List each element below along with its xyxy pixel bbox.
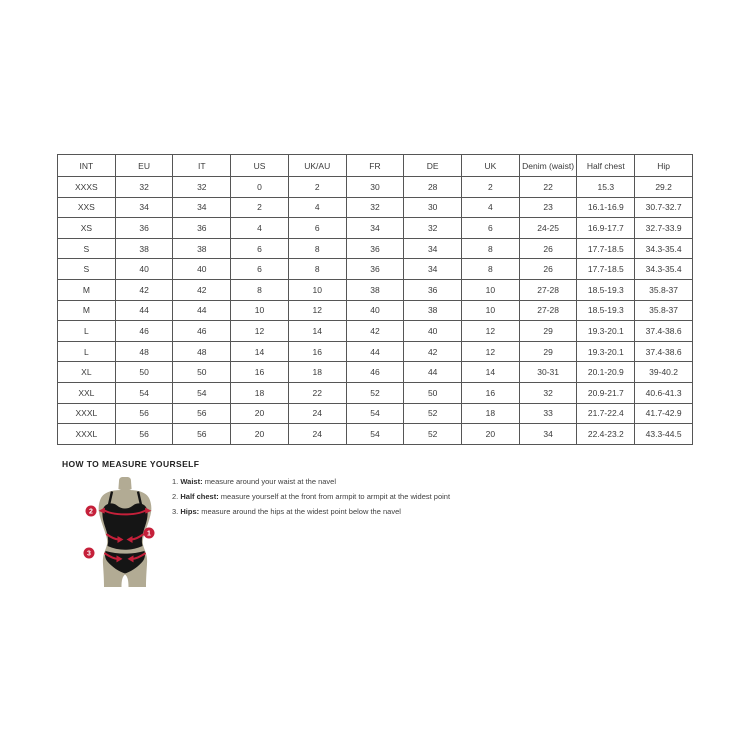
table-cell: 54 [346,403,404,424]
table-cell: 34.3-35.4 [635,238,693,259]
column-header: FR [346,155,404,177]
table-cell: 32 [346,197,404,218]
table-cell: 40.6-41.3 [635,382,693,403]
table-row [58,300,693,321]
hips-marker-number: 3 [87,550,91,558]
table-cell: 32 [519,382,577,403]
column-header: Half chest [577,155,635,177]
table-cell: 27-28 [519,279,577,300]
table-cell: 4 [288,197,346,218]
table-cell: 0 [231,177,289,198]
table-cell: 40 [173,259,231,280]
table-cell: XS [58,218,116,239]
measure-step-half-chest [172,489,450,504]
table-cell: 40 [404,321,462,342]
column-header: INT [58,155,116,177]
step-number: 3. [172,507,179,516]
column-header: Hip [635,155,693,177]
table-cell: 52 [404,403,462,424]
table-cell: 16 [288,341,346,362]
table-cell: M [58,300,116,321]
table-cell: 39-40.2 [635,362,693,383]
table-cell: 2 [231,197,289,218]
table-cell: 18 [231,382,289,403]
table-cell: 48 [115,341,173,362]
table-cell: 56 [115,424,173,445]
header-row [58,155,693,177]
table-cell: 23 [519,197,577,218]
step-number: 2. [172,492,179,501]
table-cell: 18 [462,403,520,424]
size-chart [57,154,693,445]
table-cell: 54 [115,382,173,403]
table-cell: 54 [173,382,231,403]
table-cell: 48 [173,341,231,362]
table-cell: 4 [462,197,520,218]
table-cell: 10 [231,300,289,321]
mannequin-figure [62,468,172,598]
table-cell: 36 [173,218,231,239]
table-cell: 38 [404,300,462,321]
half-chest-marker-number: 2 [89,508,93,516]
section-title: HOW TO MEASURE YOURSELF [62,459,200,469]
measurement-figure [62,468,172,598]
table-row [58,321,693,342]
column-header: EU [115,155,173,177]
table-cell: 38 [115,238,173,259]
table-cell: 37.4-38.6 [635,341,693,362]
table-cell: 38 [346,279,404,300]
column-header: Denim (waist) [519,155,577,177]
table-cell: 56 [173,424,231,445]
table-cell: 20.1-20.9 [577,362,635,383]
table-cell: 6 [231,259,289,280]
table-cell: 33 [519,403,577,424]
size-chart-table [57,154,693,445]
table-cell: 44 [404,362,462,383]
table-cell: 44 [173,300,231,321]
table-cell: 35.8-37 [635,300,693,321]
table-cell: 17.7-18.5 [577,238,635,259]
mannequin-neck [118,477,131,491]
table-cell: 50 [173,362,231,383]
table-cell: 24-25 [519,218,577,239]
table-cell: 52 [346,382,404,403]
table-cell: 17.7-18.5 [577,259,635,280]
table-cell: 43.3-44.5 [635,424,693,445]
table-cell: 34 [519,424,577,445]
table-cell: 42 [173,279,231,300]
table-cell: 34.3-35.4 [635,259,693,280]
table-cell: 14 [231,341,289,362]
table-cell: 30.7-32.7 [635,197,693,218]
table-cell: 40 [115,259,173,280]
table-cell: 56 [173,403,231,424]
table-cell: 34 [115,197,173,218]
column-header: UK/AU [288,155,346,177]
table-cell: 10 [462,279,520,300]
table-row [58,177,693,198]
table-cell: 42 [346,321,404,342]
table-cell: 16.9-17.7 [577,218,635,239]
table-cell: 12 [462,341,520,362]
table-cell: 29 [519,321,577,342]
table-cell: 28 [404,177,462,198]
table-cell: 14 [462,362,520,383]
table-cell: 22 [519,177,577,198]
table-cell: 16.1-16.9 [577,197,635,218]
table-cell: 46 [115,321,173,342]
table-cell: 18.5-19.3 [577,279,635,300]
size-chart-body [58,177,693,445]
table-cell: 30 [346,177,404,198]
table-cell: 10 [462,300,520,321]
table-cell: 52 [404,424,462,445]
table-cell: 36 [404,279,462,300]
table-cell: 29 [519,341,577,362]
table-cell: L [58,321,116,342]
table-cell: 40 [346,300,404,321]
table-cell: 32 [173,177,231,198]
table-cell: 27-28 [519,300,577,321]
table-cell: XL [58,362,116,383]
table-cell: 26 [519,259,577,280]
table-cell: 8 [462,259,520,280]
table-cell: S [58,238,116,259]
swimsuit-top [102,503,147,549]
table-row [58,238,693,259]
table-cell: 22 [288,382,346,403]
table-cell: 38 [173,238,231,259]
column-header: US [231,155,289,177]
table-cell: 32.7-33.9 [635,218,693,239]
table-cell: 50 [404,382,462,403]
table-cell: 34 [404,238,462,259]
table-cell: 37.4-38.6 [635,321,693,342]
table-row [58,403,693,424]
table-cell: 46 [173,321,231,342]
table-cell: 12 [231,321,289,342]
table-cell: 8 [231,279,289,300]
table-cell: 6 [231,238,289,259]
table-cell: 6 [288,218,346,239]
measure-step-hips [172,504,450,519]
table-cell: 54 [346,424,404,445]
table-cell: XXXL [58,403,116,424]
table-cell: 10 [288,279,346,300]
table-row [58,424,693,445]
table-cell: 2 [288,177,346,198]
table-cell: 34 [173,197,231,218]
table-cell: 15.3 [577,177,635,198]
table-cell: M [58,279,116,300]
step-label: Waist: [180,477,203,486]
table-cell: 56 [115,403,173,424]
table-cell: 34 [346,218,404,239]
column-header: UK [462,155,520,177]
table-cell: 8 [288,259,346,280]
table-cell: 34 [404,259,462,280]
measure-steps [172,474,450,519]
step-number: 1. [172,477,179,486]
table-cell: XXXL [58,424,116,445]
table-cell: XXXS [58,177,116,198]
table-cell: 18.5-19.3 [577,300,635,321]
table-cell: 6 [462,218,520,239]
table-cell: 8 [462,238,520,259]
step-label: Half chest: [180,492,219,501]
table-cell: 44 [346,341,404,362]
step-label: Hips: [180,507,200,516]
table-cell: 24 [288,403,346,424]
table-cell: 2 [462,177,520,198]
table-row [58,341,693,362]
table-cell: 16 [462,382,520,403]
table-cell: 46 [346,362,404,383]
table-cell: 32 [115,177,173,198]
table-cell: 35.8-37 [635,279,693,300]
table-cell: 20 [462,424,520,445]
table-cell: L [58,341,116,362]
table-cell: 8 [288,238,346,259]
table-row [58,218,693,239]
table-cell: 30-31 [519,362,577,383]
table-cell: 42 [404,341,462,362]
table-cell: 19.3-20.1 [577,341,635,362]
table-cell: 30 [404,197,462,218]
table-cell: 20 [231,424,289,445]
table-cell: 20.9-21.7 [577,382,635,403]
table-cell: 36 [346,259,404,280]
table-cell: 12 [288,300,346,321]
table-row [58,362,693,383]
column-header: IT [173,155,231,177]
table-row [58,259,693,280]
table-row [58,382,693,403]
table-cell: XXS [58,197,116,218]
table-cell: XXL [58,382,116,403]
table-cell: 20 [231,403,289,424]
table-cell: 36 [115,218,173,239]
table-cell: 36 [346,238,404,259]
table-row [58,279,693,300]
measure-step-waist [172,474,450,489]
table-cell: S [58,259,116,280]
table-cell: 21.7-22.4 [577,403,635,424]
table-cell: 26 [519,238,577,259]
table-cell: 41.7-42.9 [635,403,693,424]
step-description: measure yourself at the front from armpit to armpit at the widest point [220,492,451,501]
table-cell: 32 [404,218,462,239]
table-cell: 19.3-20.1 [577,321,635,342]
table-cell: 42 [115,279,173,300]
table-cell: 22.4-23.2 [577,424,635,445]
step-description: measure around the hips at the widest point below the navel [201,507,401,516]
waist-marker-number: 1 [147,530,151,538]
table-cell: 12 [462,321,520,342]
size-chart-header [58,155,693,177]
table-row [58,197,693,218]
table-cell: 29.2 [635,177,693,198]
table-cell: 14 [288,321,346,342]
table-cell: 44 [115,300,173,321]
column-header: DE [404,155,462,177]
table-cell: 16 [231,362,289,383]
table-cell: 24 [288,424,346,445]
table-cell: 50 [115,362,173,383]
table-cell: 18 [288,362,346,383]
step-description: measure around your waist at the navel [204,477,337,486]
table-cell: 4 [231,218,289,239]
